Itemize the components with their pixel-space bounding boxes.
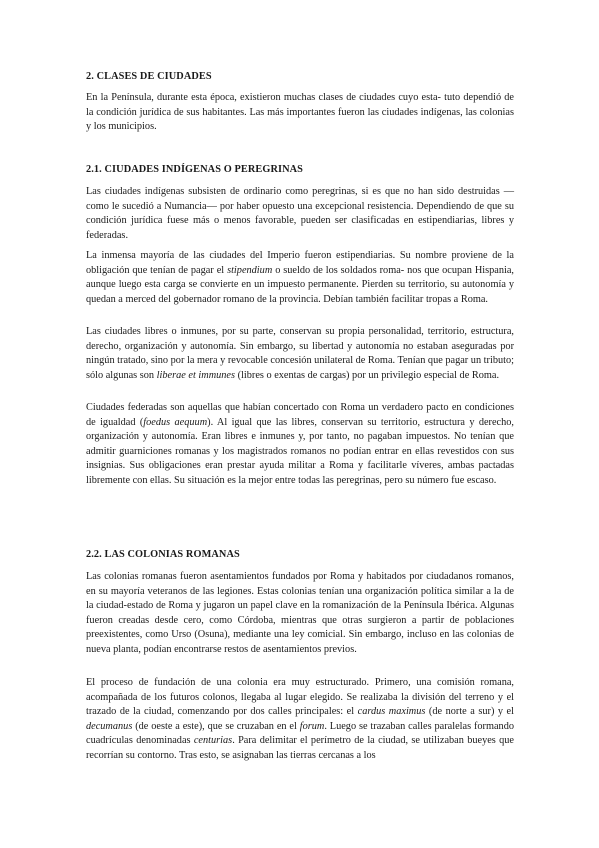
paragraph-colonias-1: Las colonias romanas fueron asentamientos fundados por Roma y habitados por ciudadanos romanos, en su mayoría veteranos de las legiones. Estas colonias tenían una organización política similar a la de la ciudad-estado de Roma y jugaron un papel clave en la romanización de la Península Ibérica. Algunas fueron creadas desde cero, como Córdoba, mientras que otras surgieron a partir de poblaciones preexistentes, como Urso (Osuna), mediante una ley comicial. Sin embargo, incluso en las colonias de nueva planta, podían encontrarse restos de asentamientos previos. xyxy=(86,571,514,655)
section-heading-indigenas: 2.1. CIUDADES INDÍGENAS O PEREGRINAS xyxy=(86,164,304,175)
paragraph-colonias-2: El proceso de fundación de una colonia era muy estructurado. Primero, una comisión romana, acompañada de los futuros colonos, llegaba al lugar elegido. Se realizaba la división del terreno y el trazado de la ciudad, comenzando por dos calles principales: el cardus maximus (de norte a sur) y el decumanus (de oeste a este), que se cruzaban en el forum. Luego se trazaban calles paralelas formando cuadrículas denominadas centurias. Para delimitar el perímetro de la ciudad, se utilizaban bueyes que recorrían su contorno. Tras esto, se asignaban las tierras cercanas a los xyxy=(86,677,514,761)
paragraph-clases-intro: En la Península, durante esta época, existieron muchas clases de ciudades cuyo esta- tuto dependió de la condición jurídica de sus habitantes. Las más importantes fueron las ciudades indígenas, las colonias y los municipios. xyxy=(86,92,514,133)
paragraph-indigenas-2: La inmensa mayoría de las ciudades del Imperio fueron estipendiarias. Su nombre proviene de la obligación que tenían de pagar el stipendium o sueldo de los soldados roma- nos que ocupan Hispania, aunque luego esta carga se convierte en un impuesto permanente. Pierden su territorio, su autonomía y quedan a merced del gobernador romano de la provincia. Debían también facilitar tropas a Roma. xyxy=(86,250,514,305)
paragraph-indigenas-1: Las ciudades indígenas subsisten de ordinario como peregrinas, si es que no han sido destruidas —como le sucedió a Numancia— por haber opuesto una excepcional resistencia. Dependiendo de que su condición jurídica fuese más o menos favorable, pueden ser clasificadas en estipendiarias, libres y federadas. xyxy=(86,186,514,241)
section-heading-colonias: 2.2. LAS COLONIAS ROMANAS xyxy=(86,549,240,560)
paragraph-indigenas-4: Ciudades federadas son aquellas que habían concertado con Roma un verdadero pacto en condiciones de igualdad (foedus aequum). Al igual que las libres, conservan su territorio, estructura y derecho, organización y autonomía. Eran libres e inmunes y, por tanto, no pagaban impuestos. No tenían que admitir guarniciones romanas y los magistrados romanos no podían entrar en ellas revestidos con sus insignias. Sus obligaciones eran prestar ayuda militar a Roma y facilitarle víveres, ambas pactadas libremente con ellas. Su situación es la mejor entre todas las peregrinas, pero su número fue escaso. xyxy=(86,402,514,486)
section-heading-clases: 2. CLASES DE CIUDADES xyxy=(86,71,212,82)
paragraph-indigenas-3: Las ciudades libres o inmunes, por su parte, conservan su propia personalidad, territorio, estructura, derecho, organización y autonomía. Sin embargo, su libertad y autonomía no estaban aseguradas por ningún tratado, sino por la mera y revocable concesión unilateral de Roma. Tenían que pagar un tributo; sólo algunas son liberae et immunes (libres o exentas de cargas) por un privilegio especial de Roma. xyxy=(86,326,514,381)
